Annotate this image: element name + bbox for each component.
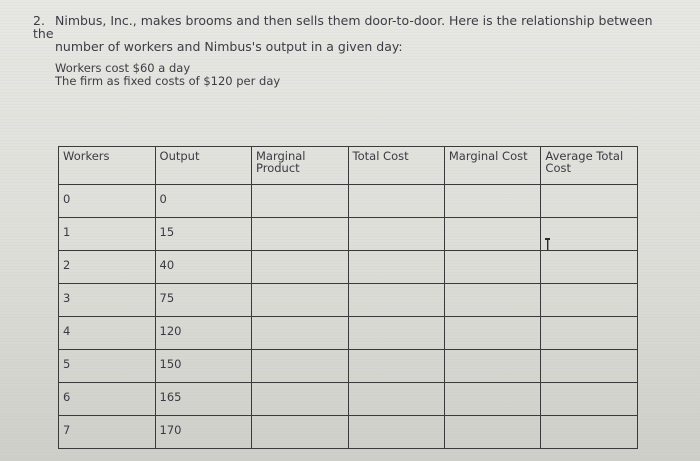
cell-workers: 0 <box>59 185 156 218</box>
cell-average-total-cost[interactable] <box>541 251 638 284</box>
cell-output: 75 <box>155 284 251 317</box>
cell-workers: 4 <box>59 317 156 350</box>
fixed-cost-text: The firm as fixed costs of $120 per day <box>55 74 281 88</box>
cell-average-total-cost[interactable] <box>541 218 638 251</box>
cell-marginal-product[interactable] <box>251 350 348 383</box>
cell-marginal-cost[interactable] <box>444 185 541 218</box>
cell-marginal-cost[interactable] <box>444 350 541 383</box>
cell-marginal-cost[interactable] <box>444 251 541 284</box>
cell-marginal-cost[interactable] <box>444 284 541 317</box>
header-marginal-product: Marginal Product <box>251 147 348 185</box>
cell-marginal-product[interactable] <box>251 185 348 218</box>
cell-marginal-product[interactable] <box>251 317 348 350</box>
cell-total-cost[interactable] <box>348 251 444 284</box>
table-row <box>59 317 638 350</box>
cell-average-total-cost[interactable] <box>541 383 638 416</box>
given-info <box>55 62 280 88</box>
cell-marginal-product[interactable] <box>251 416 348 449</box>
cell-output: 0 <box>155 185 251 218</box>
cell-output: 170 <box>155 416 251 449</box>
table-row <box>59 185 638 218</box>
cell-marginal-cost[interactable] <box>444 317 541 350</box>
question-line-2: number of workers and Nimbus's output in a given day: <box>55 39 403 54</box>
question-number: 2. <box>33 13 45 28</box>
cell-total-cost[interactable] <box>348 317 444 350</box>
cell-workers: 6 <box>59 383 156 416</box>
cell-workers: 5 <box>59 350 156 383</box>
cell-marginal-product[interactable] <box>251 284 348 317</box>
table-row <box>59 416 638 449</box>
cell-output: 150 <box>155 350 251 383</box>
cell-total-cost[interactable] <box>348 350 444 383</box>
header-marginal-cost: Marginal Cost <box>444 147 541 185</box>
cell-output: 120 <box>155 317 251 350</box>
cell-workers: 2 <box>59 251 156 284</box>
cell-output: 40 <box>155 251 251 284</box>
cell-output: 165 <box>155 383 251 416</box>
table-row <box>59 284 638 317</box>
cell-average-total-cost[interactable] <box>541 284 638 317</box>
question-line-1: Nimbus, Inc., makes brooms and then sells them door-to-door. Here is the relationship between the <box>33 13 653 41</box>
header-output: Output <box>155 147 251 185</box>
cell-marginal-product[interactable] <box>251 218 348 251</box>
header-average-total-cost: Average Total Cost <box>541 147 638 185</box>
cost-table <box>58 146 638 449</box>
cell-total-cost[interactable] <box>348 218 444 251</box>
cell-average-total-cost[interactable] <box>541 350 638 383</box>
table-row <box>59 350 638 383</box>
cell-total-cost[interactable] <box>348 185 444 218</box>
cell-total-cost[interactable] <box>348 284 444 317</box>
table-row <box>59 251 638 284</box>
cell-average-total-cost[interactable] <box>541 185 638 218</box>
table-header-row <box>59 147 638 185</box>
cell-marginal-cost[interactable] <box>444 218 541 251</box>
cell-marginal-cost[interactable] <box>444 383 541 416</box>
table-row <box>59 383 638 416</box>
cell-output: 15 <box>155 218 251 251</box>
cell-workers: 7 <box>59 416 156 449</box>
cell-workers: 3 <box>59 284 156 317</box>
cell-average-total-cost[interactable] <box>541 416 638 449</box>
table-row <box>59 218 638 251</box>
cell-marginal-cost[interactable] <box>444 416 541 449</box>
cell-average-total-cost[interactable] <box>541 317 638 350</box>
cell-marginal-product[interactable] <box>251 251 348 284</box>
cell-marginal-product[interactable] <box>251 383 348 416</box>
cell-total-cost[interactable] <box>348 416 444 449</box>
cell-total-cost[interactable] <box>348 383 444 416</box>
worker-cost-text: Workers cost $60 a day <box>55 61 191 75</box>
question-text <box>33 14 673 53</box>
header-workers: Workers <box>59 147 156 185</box>
text-cursor-icon <box>545 238 550 250</box>
header-total-cost: Total Cost <box>348 147 444 185</box>
cell-workers: 1 <box>59 218 156 251</box>
